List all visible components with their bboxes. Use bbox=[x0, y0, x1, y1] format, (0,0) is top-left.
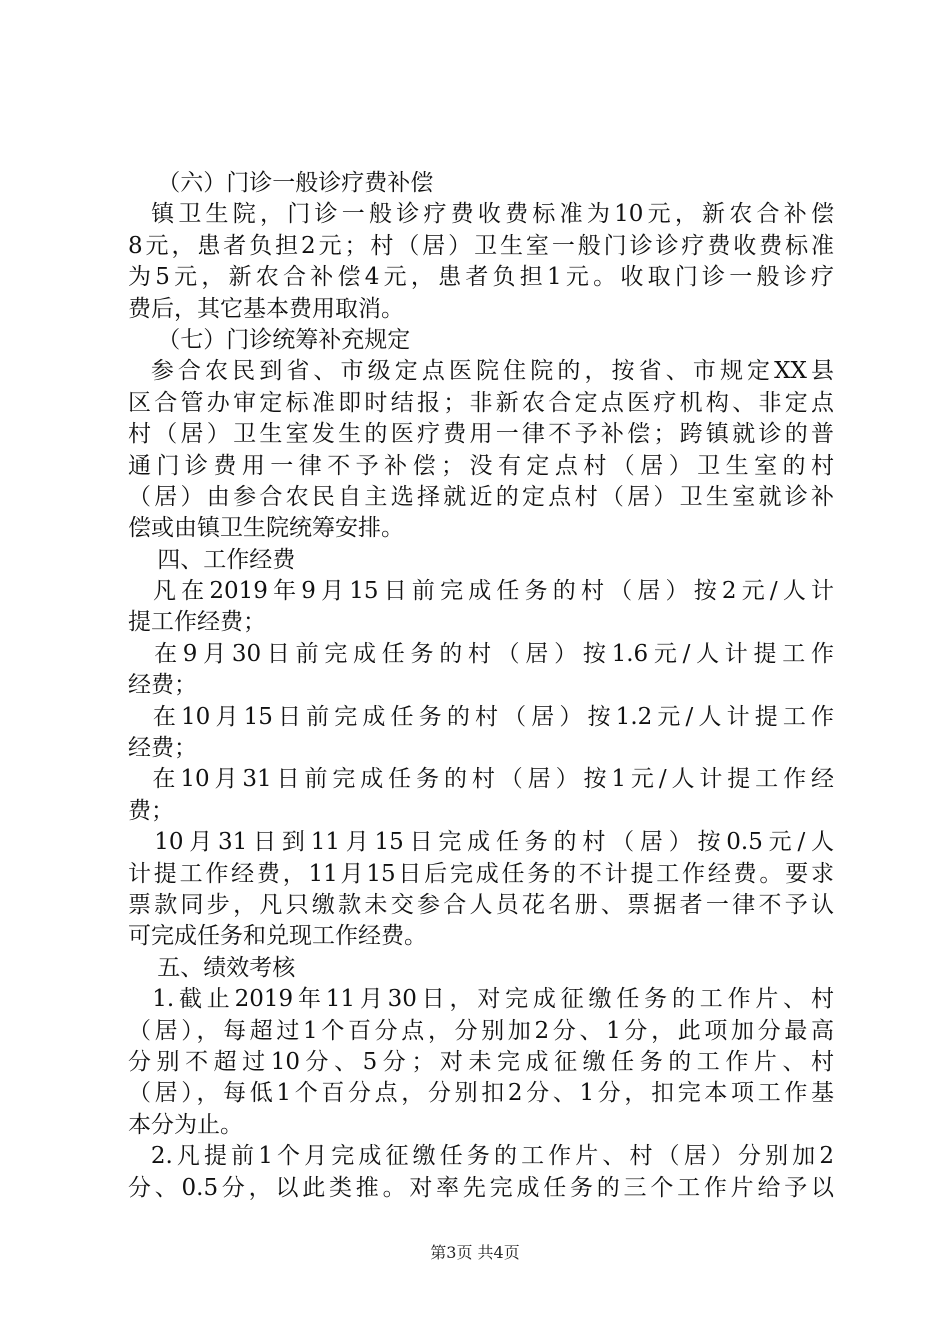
document-line: 2.凡提前1个月完成征缴任务的工作片、村（居）分别加2 bbox=[128, 1143, 834, 1170]
document-line: 1.截止2019年11月30日，对完成征缴任务的工作片、村 bbox=[128, 986, 834, 1013]
document-line: 镇卫生院，门诊一般诊疗费收费标准为10元，新农合补偿 bbox=[128, 201, 834, 228]
document-line: （七）门诊统筹补充规定 bbox=[128, 326, 411, 353]
document-line: 参合农民到省、市级定点医院住院的，按省、市规定XX县 bbox=[128, 358, 834, 385]
document-line: 票款同步，凡只缴款未交参合人员花名册、票据者一律不予认 bbox=[128, 891, 834, 918]
document-line: 在9月30日前完成任务的村（居）按1.6元/人计提工作 bbox=[128, 640, 834, 667]
document-line: 在10月31日前完成任务的村（居）按1元/人计提工作经 bbox=[128, 766, 834, 793]
document-line: 经费； bbox=[128, 735, 197, 762]
document-line: 分、0.5分，以此类推。对率先完成任务的三个工作片给予以 bbox=[128, 1174, 834, 1201]
document-line: 费； bbox=[128, 797, 174, 824]
document-line: 可完成任务和兑现工作经费。 bbox=[128, 923, 427, 950]
document-line: 提工作经费； bbox=[128, 609, 266, 636]
document-line: 计提工作经费，11月15日后完成任务的不计提工作经费。要求 bbox=[128, 860, 834, 887]
document-line: （六）门诊一般诊疗费补偿 bbox=[128, 170, 434, 196]
document-line: 五、绩效考核 bbox=[128, 954, 296, 981]
document-line: 10月31日到11月15日完成任务的村（居）按0.5元/人 bbox=[128, 829, 834, 856]
document-line: 四、工作经费 bbox=[128, 546, 296, 573]
document-line: 在10月15日前完成任务的村（居）按1.2元/人计提工作 bbox=[128, 703, 834, 730]
document-line: 分别不超过10分、5分；对未完成征缴任务的工作片、村 bbox=[128, 1048, 834, 1075]
document-line: 凡在2019年9月15日前完成任务的村（居）按2元/人计 bbox=[128, 578, 834, 605]
document-line: 偿或由镇卫生院统筹安排。 bbox=[128, 515, 404, 542]
page-footer: 第3页 共4页 bbox=[430, 1243, 520, 1262]
document-line: 本分为止。 bbox=[128, 1111, 243, 1138]
document-line: （居），每低1个百分点，分别扣2分、1分，扣完本项工作基 bbox=[128, 1080, 834, 1107]
document-line: 费后，其它基本费用取消。 bbox=[128, 295, 404, 322]
document-line: 村（居）卫生室发生的医疗费用一律不予补偿；跨镇就诊的普 bbox=[128, 421, 834, 448]
document-line: 经费； bbox=[128, 672, 197, 699]
document-line: （居），每超过1个百分点，分别加2分、1分，此项加分最高 bbox=[128, 1017, 834, 1044]
document-line: 区合管办审定标准即时结报；非新农合定点医疗机构、非定点 bbox=[128, 389, 834, 416]
document-line: （居）由参合农民自主选择就近的定点村（居）卫生室就诊补 bbox=[128, 483, 834, 510]
document-line: 通门诊费用一律不予补偿；没有定点村（居）卫生室的村 bbox=[128, 452, 834, 479]
document-body bbox=[128, 168, 834, 1204]
document-line: 为5元，新农合补偿4元，患者负担1元。收取门诊一般诊疗 bbox=[128, 264, 834, 291]
document-line: 8元，患者负担2元；村（居）卫生室一般门诊诊疗费收费标准 bbox=[128, 232, 834, 259]
